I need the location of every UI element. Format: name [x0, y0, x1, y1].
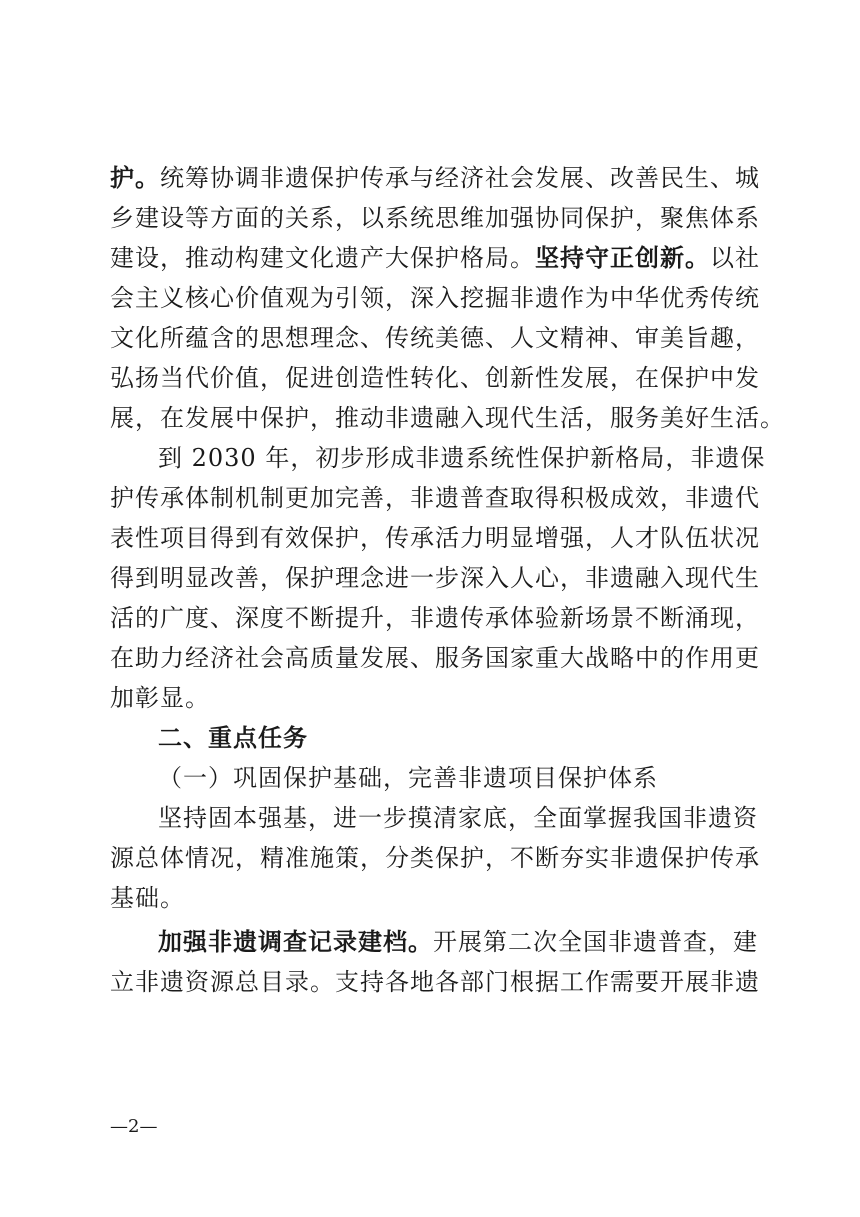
section-heading: 二、重点任务 — [158, 724, 308, 752]
text-run: 以社 — [710, 244, 760, 272]
paragraph-line: 展，在发展中保护，推动非遗融入现代生活，服务美好生活。 — [110, 404, 785, 432]
text-run: 建设，推动构建文化遗产大保护格局。 — [110, 244, 535, 272]
paragraph-line: 文化所蕴含的思想理念、传统美德、人文精神、审美旨趣， — [110, 324, 760, 352]
bold-phrase: 坚持守正创新。 — [535, 244, 710, 272]
paragraph-line: 立非遗资源总目录。支持各地各部门根据工作需要开展非遗 — [110, 968, 760, 996]
paragraph-line: 护传承体制机制更加完善，非遗普查取得积极成效，非遗代 — [110, 484, 760, 512]
paragraph-line: 活的广度、深度不断提升，非遗传承体验新场景不断涌现， — [110, 604, 760, 632]
paragraph-line — [110, 238, 760, 278]
bold-phrase: 加强非遗调查记录建档。 — [158, 928, 433, 956]
paragraph-line — [110, 922, 758, 962]
paragraph-line: 到 2030 年，初步形成非遗系统性保护新格局，非遗保 — [158, 444, 766, 472]
paragraph-line: 加彰显。 — [110, 684, 210, 712]
paragraph-line: 表性项目得到有效保护，传承活力明显增强，人才队伍状况 — [110, 524, 760, 552]
paragraph-line: 基础。 — [110, 884, 185, 912]
paragraph-line: 乡建设等方面的关系，以系统思维加强协同保护，聚焦体系 — [110, 204, 760, 232]
paragraph-line: 坚持固本强基，进一步摸清家底，全面掌握我国非遗资 — [158, 804, 758, 832]
text-run: 统筹协调非遗保护传承与经济社会发展、改善民生、城 — [160, 164, 760, 192]
paragraph-line: 在助力经济社会高质量发展、服务国家重大战略中的作用更 — [110, 644, 760, 672]
subsection-heading: （一）巩固保护基础，完善非遗项目保护体系 — [158, 764, 658, 792]
paragraph-line: 弘扬当代价值，促进创造性转化、创新性发展，在保护中发 — [110, 364, 760, 392]
paragraph-line — [110, 158, 760, 198]
document-body — [110, 158, 785, 1002]
paragraph-line: 得到明显改善，保护理念进一步深入人心，非遗融入现代生 — [110, 564, 760, 592]
text-run: 开展第二次全国非遗普查，建 — [433, 928, 758, 956]
bold-phrase: 护。 — [110, 164, 160, 192]
page-number: —2— — [110, 1116, 158, 1137]
paragraph-line: 会主义核心价值观为引领，深入挖掘非遗作为中华优秀传统 — [110, 284, 760, 312]
paragraph-line: 源总体情况，精准施策，分类保护，不断夯实非遗保护传承 — [110, 844, 760, 872]
